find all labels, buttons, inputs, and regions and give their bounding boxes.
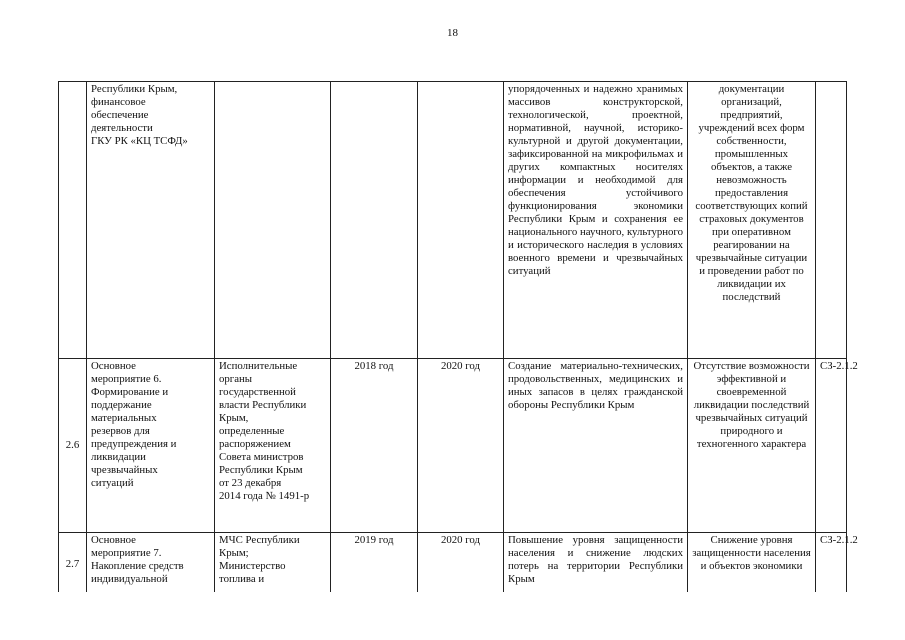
result-cell: Создание материально-технических, продовольственных, медицинских и иных запасов в целях гражданской обороны Республики Крым — [504, 359, 688, 533]
end-cell: 2020 год — [418, 533, 504, 596]
start-cell: 2018 год — [331, 359, 418, 533]
consequence-cell: Отсутствие возможности эффективной и своевременной ликвидации последствий чрезвычайных ситуаций природного и техногенного характера — [688, 359, 816, 533]
event-cell: Основное мероприятие 6. Формирование и поддержание материальных резервов для предупреждения и ликвидации чрезвычайных ситуаций — [87, 359, 215, 533]
end-cell — [418, 82, 504, 359]
table-row — [59, 533, 847, 596]
event-cell: Республики Крым, финансовое обеспечение деятельности ГКУ РК «КЦ ТСФД» — [87, 82, 215, 359]
row-number: 2.7 — [59, 533, 87, 596]
consequence-cell: Снижение уровня защищенности населения и объектов экономики — [688, 533, 816, 596]
event-cell: Основное мероприятие 7. Накопление средств индивидуальной — [87, 533, 215, 596]
executor-cell: МЧС Республики Крым; Министерство топлива и — [215, 533, 331, 596]
start-cell — [331, 82, 418, 359]
page-number: 18 — [447, 27, 458, 39]
code-cell: СЗ-2.1.2 — [816, 359, 847, 533]
start-cell: 2019 год — [331, 533, 418, 596]
row-number — [59, 82, 87, 359]
executor-cell — [215, 82, 331, 359]
end-cell: 2020 год — [418, 359, 504, 533]
executor-cell: Исполнительные органы государственной власти Республики Крым, определенные распоряжением Совета министров Республики Крым от 23 декабря 2014 года № 1491-р — [215, 359, 331, 533]
consequence-cell: документации организаций, предприятий, учреждений всех форм собственности, промышленных объектов, а также невозможность предоставления соответствующих копий страховых документов при оперативном реагировании на чрезвычайные ситуации и проведении работ по ликвидации их последствий — [688, 82, 816, 359]
table-row — [59, 359, 847, 533]
row-number: 2.6 — [59, 359, 87, 533]
program-table — [58, 81, 858, 596]
code-cell — [816, 82, 847, 359]
result-cell: упорядоченных и надежно хранимых массивов конструкторской, технологической, проектной, нормативной, научной, историко-культурной и другой документации, зафиксированной на микрофильмах и других компактных носителях информации и необходимой для обеспечения устойчивого функционирования экономики Республики Крым и сохранения ее национального научного, культурного и исторического наследия в условиях военного времени и чрезвычайных ситуаций — [504, 82, 688, 359]
table-row — [59, 82, 847, 359]
code-cell: СЗ-2.1.2 — [816, 533, 847, 596]
result-cell: Повышение уровня защищенности населения и снижение людских потерь на территории Республики Крым — [504, 533, 688, 596]
page-bottom-margin — [0, 592, 905, 640]
